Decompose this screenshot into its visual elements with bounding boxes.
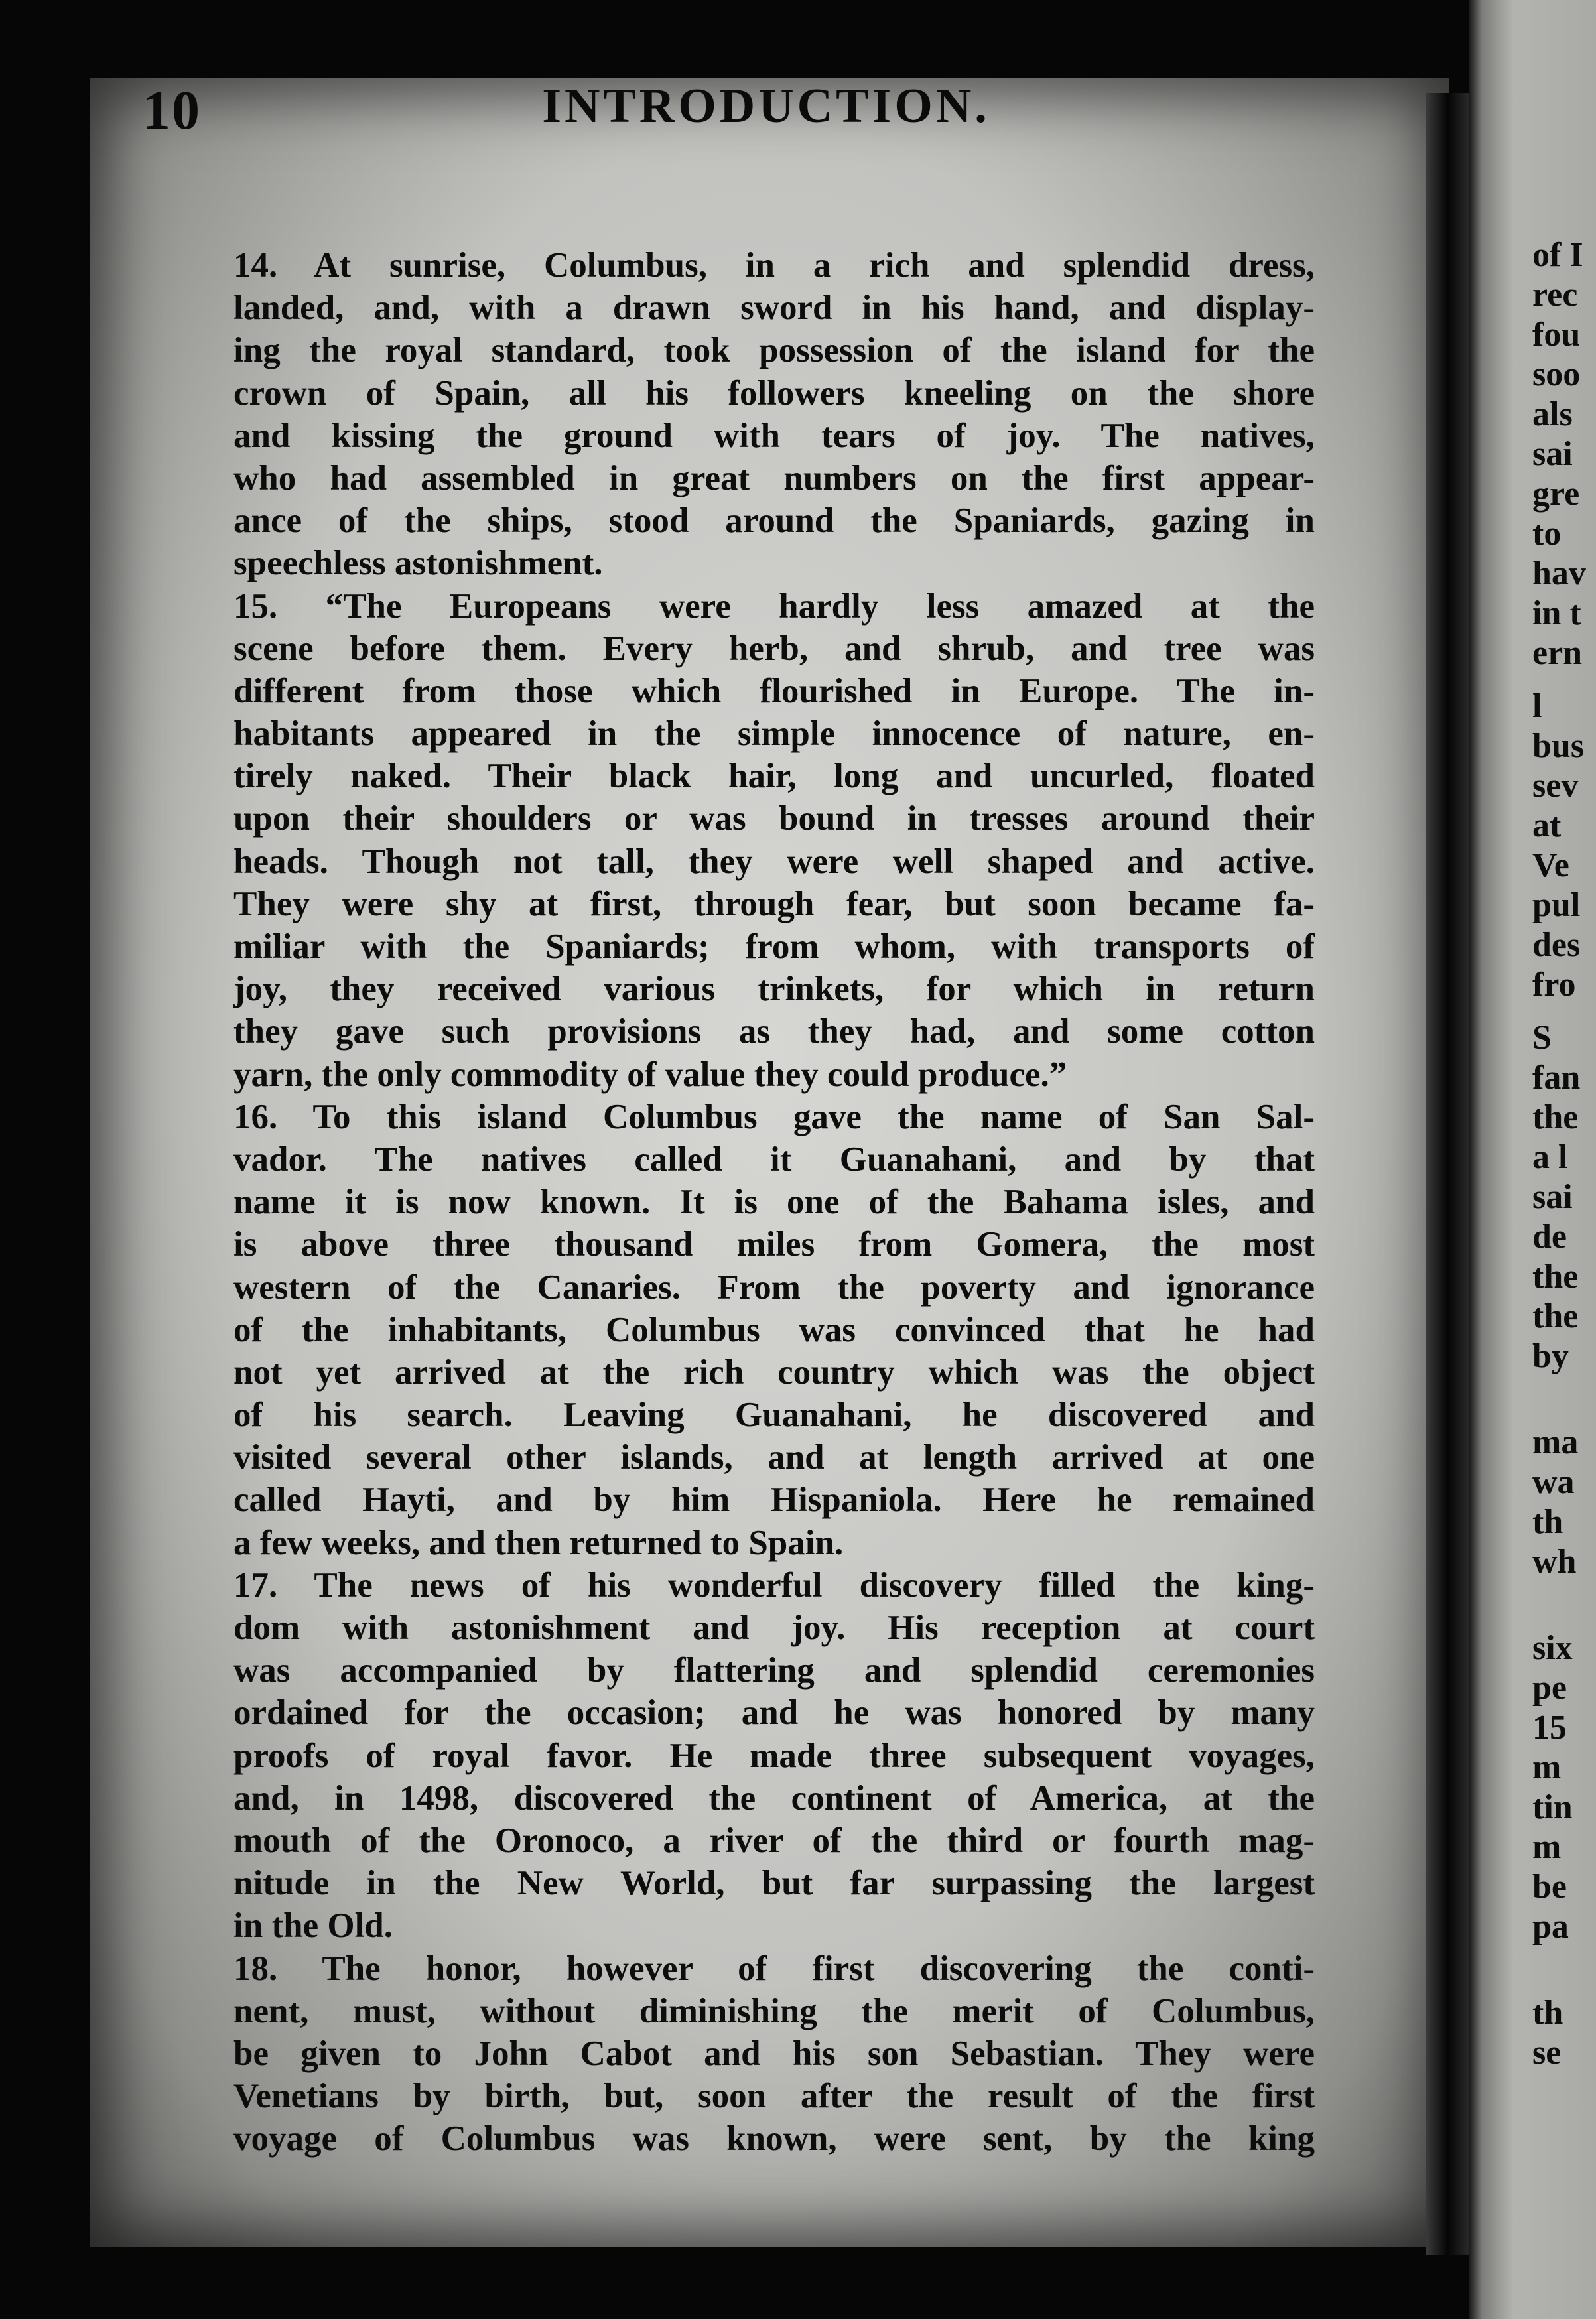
facing-page-fragment: pa <box>1532 1908 1569 1946</box>
text-line: of the inhabitants, Columbus was convinced that he had <box>233 1310 1315 1349</box>
text-line: scene before them. Every herb, and shrub, and tree was <box>233 629 1315 668</box>
facing-page-fragment: S <box>1532 1019 1552 1057</box>
text-line: mouth of the Oronoco, a river of the third or fourth mag- <box>233 1821 1315 1860</box>
text-line: dom with astonishment and joy. His reception at court <box>233 1609 1315 1647</box>
running-head: INTRODUCTION. <box>542 79 990 133</box>
text-line: not yet arrived at the rich country which was the object <box>233 1353 1315 1392</box>
text-line: and, in 1498, discovered the continent of America, at the <box>233 1778 1315 1818</box>
facing-page-fragment: 15 <box>1532 1709 1567 1747</box>
text-line: 17. The news of his wonderful discovery filled the king- <box>233 1565 1315 1605</box>
text-line: speechless astonishment. <box>233 544 603 583</box>
facing-page-fragment: m <box>1532 1749 1562 1786</box>
facing-page-fragment: l <box>1532 687 1542 725</box>
facing-page-fragment: als <box>1532 395 1573 433</box>
facing-page-fragment: de <box>1532 1218 1567 1256</box>
facing-page-fragment: be <box>1532 1868 1567 1906</box>
facing-page-fragment: a l <box>1532 1138 1568 1176</box>
facing-page-fragment: bus <box>1532 727 1585 765</box>
facing-page-fragment: at <box>1532 807 1562 844</box>
facing-page-fragment: the <box>1532 1098 1579 1136</box>
text-line: called Hayti, and by him Hispaniola. Here he remained <box>233 1481 1315 1520</box>
text-line: landed, and, with a drawn sword in his hand, and display- <box>233 289 1315 328</box>
facing-page-fragment: pe <box>1532 1669 1567 1707</box>
text-line: who had assembled in great numbers on the first appear- <box>233 458 1315 497</box>
facing-page-fragment: fan <box>1532 1059 1581 1096</box>
text-line: vador. The natives called it Guanahani, and by that <box>233 1140 1315 1179</box>
book-gutter <box>1426 93 1469 2255</box>
text-line: was accompanied by flattering and splendid ceremonies <box>233 1651 1315 1690</box>
facing-page-fragment: to <box>1532 515 1562 553</box>
text-line: 14. At sunrise, Columbus, in a rich and splendid dress, <box>233 246 1315 285</box>
text-line: tirely naked. Their black hair, long and uncurled, floated <box>233 757 1315 796</box>
text-line: They were shy at first, through fear, but soon became fa- <box>233 884 1315 923</box>
text-line: nent, must, without diminishing the merit of Columbus, <box>233 1991 1315 2030</box>
text-line: upon their shoulders or was bound in tresses around their <box>233 799 1315 838</box>
text-line: joy, they received various trinkets, for which in return <box>233 970 1315 1009</box>
facing-page-fragment: sev <box>1532 767 1579 805</box>
facing-page-fragment: ma <box>1532 1424 1579 1461</box>
text-line: a few weeks, and then returned to Spain. <box>233 1523 844 1562</box>
text-line: Venetians by birth, but, soon after the result of the first <box>233 2077 1315 2116</box>
facing-page-fragment: gre <box>1532 475 1580 513</box>
page-header <box>143 78 1310 151</box>
facing-page-fragment: by <box>1532 1337 1569 1375</box>
facing-page-fragment: the <box>1532 1258 1579 1295</box>
facing-page-fragment: sai <box>1532 435 1573 473</box>
text-line: ordained for the occasion; and he was honored by many <box>233 1693 1315 1733</box>
facing-page-fragment: tin <box>1532 1788 1573 1826</box>
text-line: proofs of royal favor. He made three subsequent voyages, <box>233 1736 1315 1775</box>
text-line: is above three thousand miles from Gomera, the most <box>233 1225 1315 1264</box>
facing-page-fragment: fro <box>1532 966 1576 1004</box>
text-line: habitants appeared in the simple innocence of nature, en- <box>233 714 1315 754</box>
facing-page-fragment: sai <box>1532 1178 1573 1216</box>
text-line: western of the Canaries. From the poverty and ignorance <box>233 1268 1315 1307</box>
facing-page-fragment: Ve <box>1532 846 1569 884</box>
text-line: be given to John Cabot and his son Sebastian. They were <box>233 2034 1315 2073</box>
facing-page-fragment: hav <box>1532 555 1586 592</box>
text-line: voyage of Columbus was known, were sent, by the king <box>233 2119 1315 2158</box>
text-line: and kissing the ground with tears of joy. The natives, <box>233 416 1315 455</box>
text-line: different from those which flourished in Europe. The in- <box>233 671 1315 710</box>
facing-page-fragment: fou <box>1532 316 1581 354</box>
text-line: in the Old. <box>233 1906 393 1946</box>
text-line: nitude in the New World, but far surpassing the largest <box>233 1864 1315 1903</box>
facing-page-fragment: wh <box>1532 1543 1577 1581</box>
facing-page-fragment: wa <box>1532 1463 1575 1501</box>
facing-page-fragment: soo <box>1532 356 1581 393</box>
text-line: yarn, the only commodity of value they could produce.” <box>233 1055 1067 1094</box>
facing-page-fragment: m <box>1532 1828 1562 1866</box>
facing-page-fragment: of I <box>1532 236 1583 274</box>
page-number: 10 <box>143 80 201 141</box>
text-line: miliar with the Spaniards; from whom, with transports of <box>233 927 1315 966</box>
text-line: crown of Spain, all his followers kneeling on the shore <box>233 373 1315 413</box>
facing-page-fragment: se <box>1532 2034 1562 2072</box>
facing-page-fragment: pul <box>1532 886 1581 924</box>
text-line: 16. To this island Columbus gave the name of San Sal- <box>233 1097 1315 1136</box>
facing-page-fragment: ern <box>1532 634 1583 672</box>
text-line: ing the royal standard, took possession of the island for the <box>233 331 1315 370</box>
facing-page-fragment: des <box>1532 926 1581 964</box>
text-line: visited several other islands, and at length arrived at one <box>233 1438 1315 1477</box>
facing-page-fragment: th <box>1532 1503 1563 1541</box>
text-line: ance of the ships, stood around the Spaniards, gazing in <box>233 501 1315 541</box>
text-line: of his search. Leaving Guanahani, he discovered and <box>233 1396 1315 1435</box>
facing-page <box>1469 0 1596 2319</box>
body-text <box>233 244 1315 2160</box>
text-line: heads. Though not tall, they were well shaped and active. <box>233 842 1315 881</box>
facing-page-fragment: the <box>1532 1297 1579 1335</box>
text-line: they gave such provisions as they had, and some cotton <box>233 1012 1315 1051</box>
text-line: name it is now known. It is one of the Bahama isles, and <box>233 1183 1315 1222</box>
facing-page-fragment: in t <box>1532 594 1581 632</box>
facing-page-fragment: six <box>1532 1629 1573 1667</box>
text-line: 15. “The Europeans were hardly less amazed at the <box>233 586 1315 626</box>
facing-page-fragment: rec <box>1532 276 1578 314</box>
text-line: 18. The honor, however of first discovering the conti- <box>233 1949 1315 1988</box>
facing-page-fragment: th <box>1532 1994 1563 2032</box>
